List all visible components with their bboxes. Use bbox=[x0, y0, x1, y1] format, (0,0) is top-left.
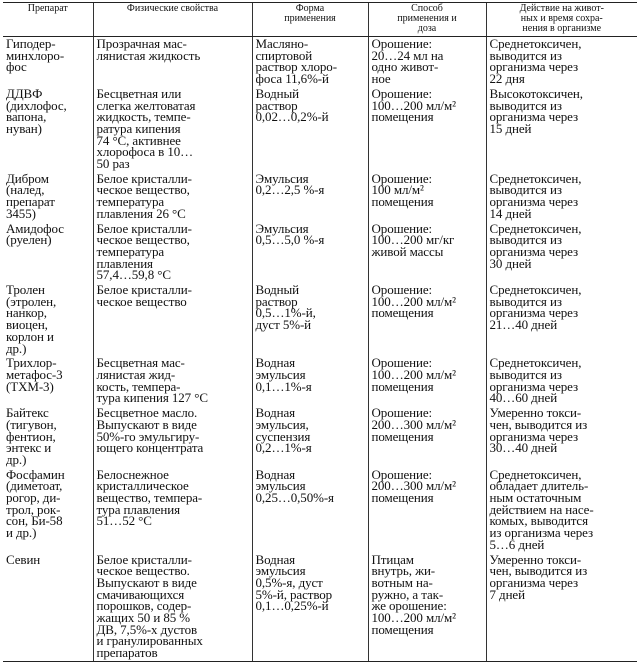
cell-application-form bbox=[252, 356, 368, 406]
cell-line: 7 дней bbox=[489, 586, 525, 602]
cell-line: ратура кипения bbox=[96, 120, 181, 136]
cell-line: 0,25…0,50%-я bbox=[255, 490, 334, 506]
cell-preparation bbox=[3, 87, 93, 172]
cell-line: ческое вещество, bbox=[96, 232, 190, 248]
cell-line: энтекс и bbox=[6, 440, 52, 456]
cell-line: ружно, а так- bbox=[371, 586, 444, 602]
cell-line: выводится из bbox=[489, 232, 562, 248]
table-row bbox=[3, 356, 637, 406]
cell-line: организма через bbox=[489, 194, 578, 210]
cell-line: организма через bbox=[489, 305, 578, 321]
cell-line: суспензия bbox=[255, 428, 311, 444]
cell-line: температура bbox=[96, 243, 165, 259]
cell-line: слегка желтоватая bbox=[96, 97, 196, 113]
cell-line: одно живот- bbox=[371, 59, 439, 75]
cell-line: 100…200 мл/м² bbox=[371, 610, 456, 626]
cell-line: ческое вещество bbox=[96, 293, 187, 309]
cell-physical-properties bbox=[93, 468, 252, 553]
cell-physical-properties bbox=[93, 406, 252, 468]
cell-line: тура плавления bbox=[96, 501, 180, 517]
cell-line: Белоснежное bbox=[96, 466, 169, 482]
cell-line: Среднетоксичен, bbox=[489, 36, 582, 51]
cell-line: Прозрачная мас- bbox=[96, 36, 187, 51]
cell-line: 0,2…1%-я bbox=[255, 440, 312, 456]
table-row bbox=[3, 37, 637, 87]
cell-line: дуст 5%-й bbox=[255, 317, 312, 333]
cell-physical-properties bbox=[93, 172, 252, 222]
cell-line: помещения bbox=[371, 194, 434, 210]
cell-application-method bbox=[368, 37, 486, 87]
cell-line: Байтекс bbox=[6, 405, 49, 421]
cell-line: Белое кристалли- bbox=[96, 220, 192, 236]
cell-line: Эмульсия bbox=[255, 170, 309, 186]
cell-line: плавления 26 °С bbox=[96, 205, 186, 221]
header-row bbox=[3, 3, 637, 37]
cell-physical-properties bbox=[93, 356, 252, 406]
cell-line: живой массы bbox=[371, 243, 444, 259]
cell-line: Орошение: bbox=[371, 282, 433, 298]
cell-line: сон, Би-58 bbox=[6, 513, 63, 529]
cell-line: 30 дней bbox=[489, 255, 532, 271]
cell-line: др.) bbox=[6, 451, 27, 467]
cell-line: плавления bbox=[96, 255, 153, 271]
cell-line: Фосфамин bbox=[6, 466, 65, 482]
cell-action bbox=[486, 87, 637, 172]
cell-line: Орошение: bbox=[371, 170, 433, 186]
header-physical-properties bbox=[93, 3, 252, 37]
cell-line: Орошение: bbox=[371, 355, 433, 371]
cell-line: Орошение: bbox=[371, 466, 433, 482]
cell-line: Белое кристалли- bbox=[96, 551, 192, 567]
table-row bbox=[3, 468, 637, 553]
cell-line: 40…60 дней bbox=[489, 390, 558, 406]
header-line: Способ bbox=[411, 3, 443, 14]
cell-line: 50 раз bbox=[96, 156, 130, 172]
cell-action bbox=[486, 468, 637, 553]
cell-line: лянистая жидкость bbox=[96, 47, 201, 63]
cell-application-form bbox=[252, 283, 368, 356]
insecticide-table bbox=[3, 2, 637, 662]
cell-physical-properties bbox=[93, 553, 252, 662]
header-line: ных и время сохра- bbox=[520, 13, 603, 24]
cell-line: Водная bbox=[255, 405, 296, 421]
cell-line: Водный bbox=[255, 85, 299, 101]
cell-line: 0,02…0,2%-й bbox=[255, 109, 329, 125]
cell-line: 0,5…1%-й, bbox=[255, 305, 316, 321]
cell-line: (дихлофос, bbox=[6, 97, 67, 113]
cell-line: Птицам bbox=[371, 551, 414, 567]
cell-line: препарат bbox=[6, 194, 55, 210]
cell-line: организма через bbox=[489, 574, 578, 590]
cell-line: Среднетоксичен, bbox=[489, 466, 582, 482]
cell-line: Умеренно токси- bbox=[489, 405, 582, 421]
cell-line: 20…24 мл на bbox=[371, 47, 444, 63]
cell-line: эмульсия bbox=[255, 366, 306, 382]
cell-line: обладает длитель- bbox=[489, 478, 589, 494]
cell-line: выводится из bbox=[489, 366, 562, 382]
cell-line: Масляно- bbox=[255, 36, 309, 51]
header-line: Препарат bbox=[27, 3, 68, 14]
cell-line: (тигувон, bbox=[6, 416, 57, 432]
cell-line: эмульсия bbox=[255, 478, 306, 494]
cell-line: Орошение: bbox=[371, 36, 433, 51]
header-line: Форма bbox=[295, 3, 325, 14]
cell-application-form bbox=[252, 406, 368, 468]
cell-line: Орошение: bbox=[371, 85, 433, 101]
header-action bbox=[486, 3, 637, 37]
cell-application-method bbox=[368, 87, 486, 172]
cell-line: ДВ, 7,5%-х дустов bbox=[96, 621, 198, 637]
header-line: доза bbox=[417, 23, 437, 34]
cell-line: организма через bbox=[489, 109, 578, 125]
cell-line: организма через bbox=[489, 59, 578, 75]
cell-application-form bbox=[252, 87, 368, 172]
cell-line: Умеренно токси- bbox=[489, 551, 582, 567]
cell-line: Среднетоксичен, bbox=[489, 355, 582, 371]
cell-line: из организма через bbox=[489, 525, 594, 541]
cell-line: 51…52 °С bbox=[96, 513, 152, 529]
cell-line: помещения bbox=[371, 621, 434, 637]
cell-line: (этролен, bbox=[6, 293, 57, 309]
cell-action bbox=[486, 222, 637, 284]
cell-line: помещения bbox=[371, 305, 434, 321]
cell-action bbox=[486, 356, 637, 406]
cell-line: 5%-й, раствор bbox=[255, 586, 333, 602]
cell-line: ное bbox=[371, 71, 391, 87]
cell-line: Севин bbox=[6, 551, 41, 567]
cell-physical-properties bbox=[93, 87, 252, 172]
cell-line: Водная bbox=[255, 551, 296, 567]
cell-line: организма через bbox=[489, 428, 578, 444]
cell-line: (налед, bbox=[6, 182, 45, 198]
cell-line: 22 дня bbox=[489, 71, 525, 87]
table-row bbox=[3, 553, 637, 662]
cell-line: эмульсия bbox=[255, 563, 306, 579]
cell-line: внутрь, жи- bbox=[371, 563, 436, 579]
cell-line: 0,1…1%-я bbox=[255, 378, 312, 394]
cell-line: и гранулированных bbox=[96, 633, 203, 649]
cell-line: помещения bbox=[371, 428, 434, 444]
header-line: Физические свойства bbox=[126, 3, 219, 14]
cell-line: Среднетоксичен, bbox=[489, 220, 582, 236]
cell-application-form bbox=[252, 37, 368, 87]
header-line: нения в организме bbox=[522, 23, 602, 34]
header-application-method bbox=[368, 3, 486, 37]
cell-line: 3455) bbox=[6, 205, 36, 221]
cell-line: вотным на- bbox=[371, 574, 433, 590]
cell-line: ным остаточным bbox=[489, 490, 582, 506]
cell-line: др.) bbox=[6, 340, 27, 356]
cell-line: 5…6 дней bbox=[489, 536, 545, 552]
cell-line: раствор bbox=[255, 293, 298, 309]
cell-line: нуван) bbox=[6, 120, 42, 136]
table-row bbox=[3, 172, 637, 222]
cell-line: организма через bbox=[489, 243, 578, 259]
cell-application-form bbox=[252, 553, 368, 662]
cell-line: Дибром bbox=[6, 170, 49, 186]
cell-line: Трихлор- bbox=[6, 355, 57, 371]
cell-line: рогор, ди- bbox=[6, 490, 61, 506]
cell-line: виоцен, bbox=[6, 317, 48, 333]
cell-line: Бесцветная мас- bbox=[96, 355, 185, 371]
cell-line: Эмульсия bbox=[255, 220, 309, 236]
cell-line: вапона, bbox=[6, 109, 47, 125]
cell-action bbox=[486, 283, 637, 356]
cell-line: корлон и bbox=[6, 328, 54, 344]
header-line: применения и bbox=[397, 13, 457, 24]
cell-line: выводится из bbox=[489, 293, 562, 309]
cell-line: ющего концентрата bbox=[96, 440, 204, 456]
cell-line: ческое вещество, bbox=[96, 182, 190, 198]
cell-line: Белое кристалли- bbox=[96, 170, 192, 186]
cell-preparation bbox=[3, 172, 93, 222]
cell-physical-properties bbox=[93, 222, 252, 284]
table-body bbox=[3, 37, 637, 662]
cell-line: Тролен bbox=[6, 282, 45, 298]
table-header bbox=[3, 3, 637, 37]
cell-line: порошков, содер- bbox=[96, 598, 192, 614]
cell-line: Среднетоксичен, bbox=[489, 170, 582, 186]
cell-line: нанкор, bbox=[6, 305, 47, 321]
cell-line: выводится из bbox=[489, 182, 562, 198]
table-row bbox=[3, 87, 637, 172]
cell-application-method bbox=[368, 406, 486, 468]
cell-preparation bbox=[3, 283, 93, 356]
cell-line: Водная bbox=[255, 355, 296, 371]
cell-line: Гиподер- bbox=[6, 36, 56, 51]
cell-line: раствор bbox=[255, 97, 298, 113]
cell-preparation bbox=[3, 553, 93, 662]
cell-line: 100 мл/м² bbox=[371, 182, 424, 198]
cell-line: организма через bbox=[489, 378, 578, 394]
cell-line: спиртовой bbox=[255, 47, 313, 63]
table-row bbox=[3, 222, 637, 284]
cell-line: (диметоат, bbox=[6, 478, 63, 494]
cell-line: вещество, темпера- bbox=[96, 490, 203, 506]
cell-line: фос bbox=[6, 59, 27, 75]
cell-line: жидкость, темпе- bbox=[96, 109, 191, 125]
cell-line: 0,5%-я, дуст bbox=[255, 574, 323, 590]
cell-line: 200…300 мл/м² bbox=[371, 478, 456, 494]
cell-application-method bbox=[368, 222, 486, 284]
cell-application-method bbox=[368, 356, 486, 406]
cell-line: лянистая жид- bbox=[96, 366, 176, 382]
cell-line: Орошение: bbox=[371, 405, 433, 421]
cell-line: 100…200 мл/м² bbox=[371, 366, 456, 382]
cell-application-method bbox=[368, 172, 486, 222]
cell-line: 30…40 дней bbox=[489, 440, 558, 456]
header-line: Действие на живот- bbox=[519, 3, 604, 14]
cell-line: 57,4…59,8 °С bbox=[96, 267, 171, 283]
cell-line: 0,1…0,25%-й bbox=[255, 598, 329, 614]
cell-line: (ТХМ-3) bbox=[6, 378, 54, 394]
table-row bbox=[3, 283, 637, 356]
cell-line: Бесцветное масло. bbox=[96, 405, 198, 421]
cell-line: Выпускают в виде bbox=[96, 574, 197, 590]
cell-line: (руелен) bbox=[6, 232, 52, 248]
cell-line: 74 °С, активнее bbox=[96, 132, 181, 148]
cell-preparation bbox=[3, 468, 93, 553]
cell-line: минхлоро- bbox=[6, 47, 65, 63]
cell-line: ческое вещество. bbox=[96, 563, 190, 579]
cell-line: Белое кристалли- bbox=[96, 282, 192, 298]
cell-application-method bbox=[368, 468, 486, 553]
cell-line: эмульсия, bbox=[255, 416, 309, 432]
cell-line: 50%-го эмульгиру- bbox=[96, 428, 200, 444]
cell-line: помещения bbox=[371, 109, 434, 125]
cell-line: чен, выводится из bbox=[489, 416, 588, 432]
cell-application-form bbox=[252, 468, 368, 553]
header-line: применения bbox=[284, 13, 336, 24]
table-row bbox=[3, 406, 637, 468]
cell-preparation bbox=[3, 406, 93, 468]
cell-line: же орошение: bbox=[371, 598, 447, 614]
cell-line: Амидофос bbox=[6, 220, 64, 236]
cell-preparation bbox=[3, 37, 93, 87]
cell-line: фоса 11,6%-й bbox=[255, 71, 329, 87]
cell-line: 200…300 мл/м² bbox=[371, 416, 456, 432]
cell-action bbox=[486, 37, 637, 87]
header-preparation bbox=[3, 3, 93, 37]
cell-line: температура bbox=[96, 194, 165, 210]
cell-line: 21…40 дней bbox=[489, 317, 558, 333]
cell-line: трол, рок- bbox=[6, 501, 61, 517]
cell-line: действием на насе- bbox=[489, 501, 594, 517]
cell-preparation bbox=[3, 222, 93, 284]
cell-application-method bbox=[368, 553, 486, 662]
cell-line: препаратов bbox=[96, 645, 158, 661]
cell-physical-properties bbox=[93, 37, 252, 87]
cell-line: и др.) bbox=[6, 525, 37, 541]
cell-application-form bbox=[252, 172, 368, 222]
cell-line: 0,5…5,0 %-я bbox=[255, 232, 325, 248]
cell-action bbox=[486, 172, 637, 222]
cell-line: кристаллическое bbox=[96, 478, 189, 494]
header-application-form bbox=[252, 3, 368, 37]
cell-line: 100…200 мг/кг bbox=[371, 232, 455, 248]
cell-line: помещения bbox=[371, 378, 434, 394]
cell-line: тура кипения 127 °С bbox=[96, 390, 208, 406]
cell-line: выводится из bbox=[489, 97, 562, 113]
cell-physical-properties bbox=[93, 283, 252, 356]
cell-line: фентион, bbox=[6, 428, 56, 444]
cell-preparation bbox=[3, 356, 93, 406]
cell-line: жащих 50 и 85 % bbox=[96, 610, 191, 626]
cell-line: хлорофоса в 10… bbox=[96, 144, 194, 160]
cell-line: Среднетоксичен, bbox=[489, 282, 582, 298]
cell-line: раствор хлорo- bbox=[255, 59, 337, 75]
cell-application-form bbox=[252, 222, 368, 284]
cell-line: чен, выводится из bbox=[489, 563, 588, 579]
cell-line: ДДВФ bbox=[6, 85, 43, 101]
cell-line: помещения bbox=[371, 490, 434, 506]
cell-line: Водная bbox=[255, 466, 296, 482]
cell-line: Высокотоксичен, bbox=[489, 85, 583, 101]
cell-line: кость, темпера- bbox=[96, 378, 181, 394]
cell-line: 0,2…2,5 %-я bbox=[255, 182, 325, 198]
cell-application-method bbox=[368, 283, 486, 356]
cell-line: 14 дней bbox=[489, 205, 532, 221]
cell-line: Выпускают в виде bbox=[96, 416, 197, 432]
cell-action bbox=[486, 553, 637, 662]
cell-line: Бесцветная или bbox=[96, 85, 182, 101]
cell-line: 100…200 мл/м² bbox=[371, 97, 456, 113]
cell-line: Орошение: bbox=[371, 220, 433, 236]
cell-line: Водный bbox=[255, 282, 299, 298]
cell-line: 100…200 мл/м² bbox=[371, 293, 456, 309]
cell-line: комых, выводится bbox=[489, 513, 588, 529]
cell-action bbox=[486, 406, 637, 468]
cell-line: смачивающихся bbox=[96, 586, 185, 602]
cell-line: 15 дней bbox=[489, 120, 532, 136]
cell-line: выводится из bbox=[489, 47, 562, 63]
cell-line: метафос-3 bbox=[6, 366, 63, 382]
